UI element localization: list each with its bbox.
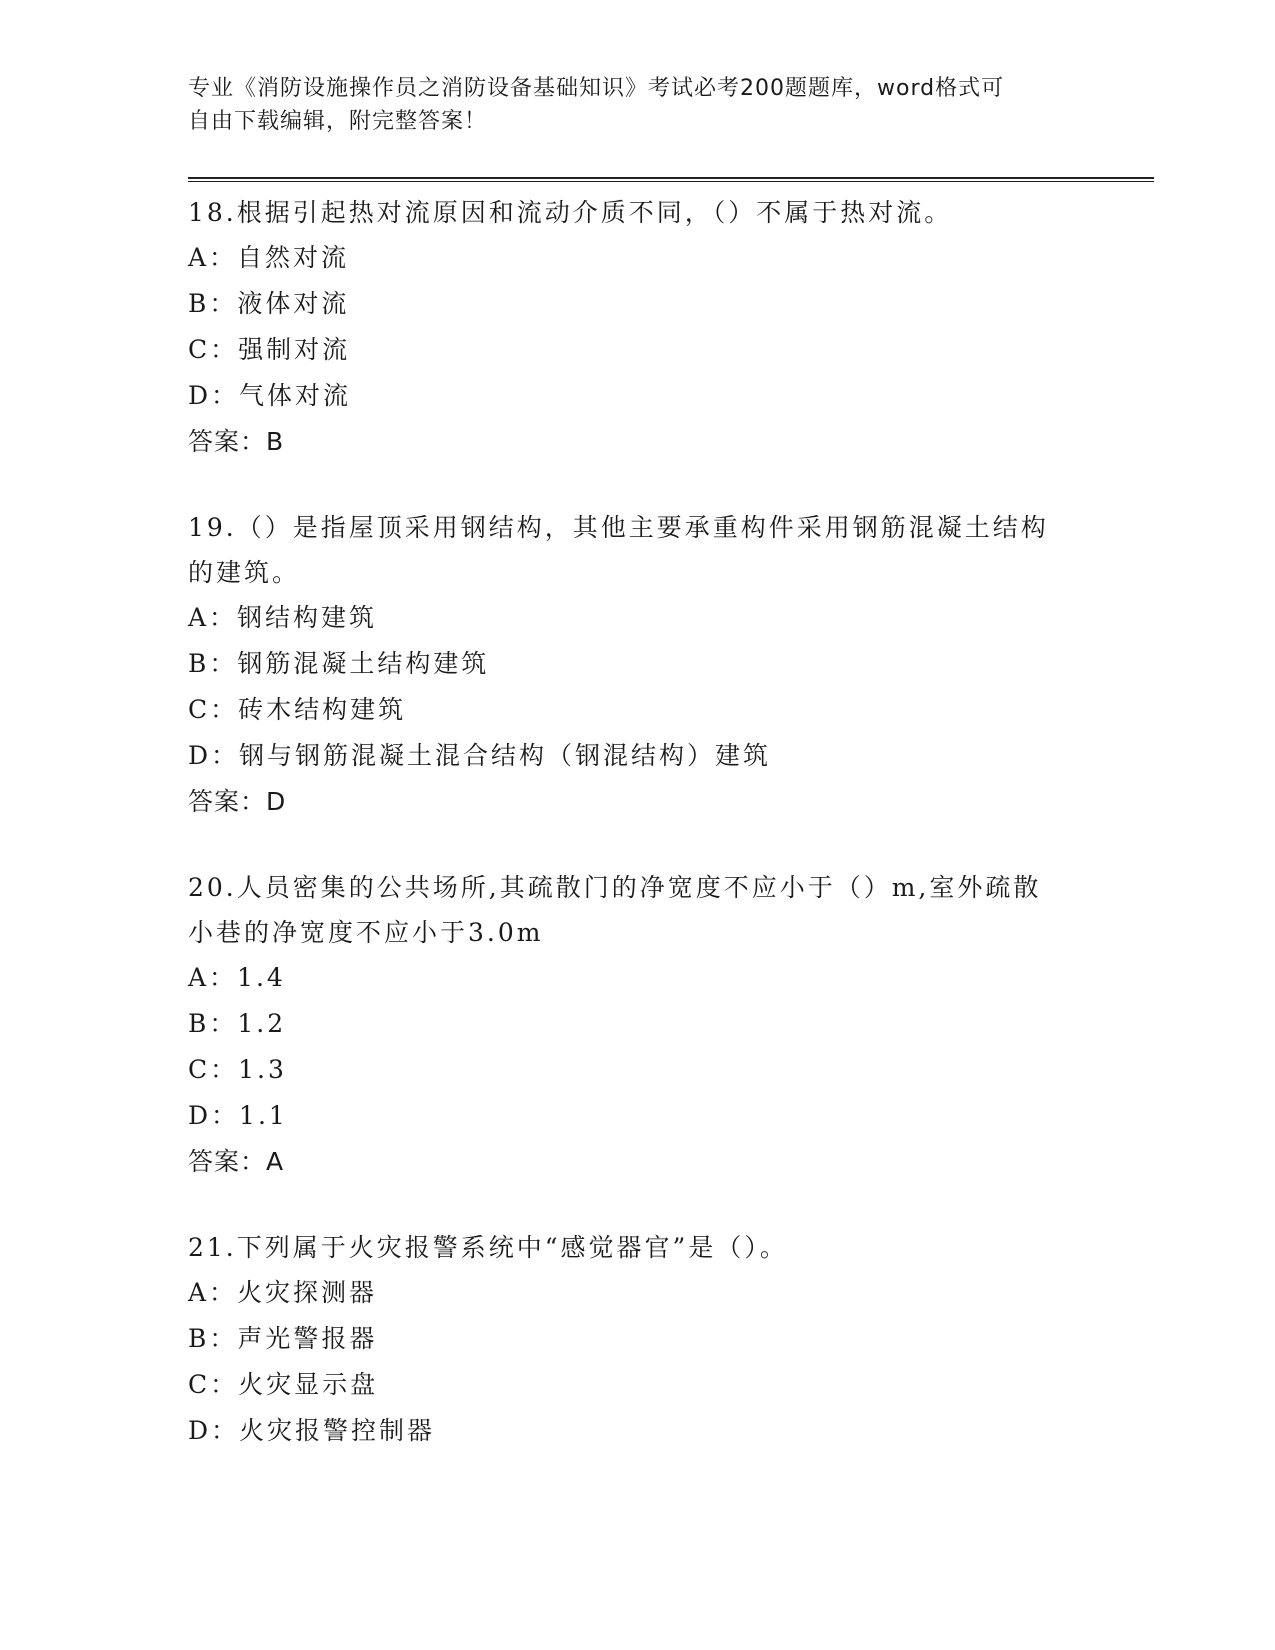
- option-a: A：火灾探测器: [188, 1278, 378, 1307]
- option-b: B：液体对流: [188, 289, 350, 318]
- question-text: 21.下列属于火灾报警系统中“感觉器官”是（）。: [188, 1233, 788, 1262]
- answer-line: 答案：B: [188, 427, 285, 456]
- header-line-1: 专业《消防设施操作员之消防设备基础知识》考试必考200题题库，word格式可: [188, 76, 1005, 101]
- question-list: [188, 190, 1088, 1494]
- question-text-line-2: 小巷的净宽度不应小于3.0m: [188, 918, 544, 947]
- header-line-2: 自由下载编辑，附完整答案！: [188, 109, 488, 134]
- option-d: D：火灾报警控制器: [188, 1416, 436, 1445]
- option-b: B：声光警报器: [188, 1324, 378, 1353]
- option-c: C：强制对流: [188, 335, 351, 364]
- option-a: A：1.4: [188, 963, 286, 992]
- question-19: [188, 505, 1088, 825]
- question-21: [188, 1225, 1088, 1454]
- option-c: C：火灾显示盘: [188, 1370, 379, 1399]
- option-d: D：1.1: [188, 1101, 288, 1130]
- question-text: 18.根据引起热对流原因和流动介质不同，（）不属于热对流。: [188, 198, 953, 227]
- answer-line: 答案：D: [188, 787, 287, 816]
- answer-line: 答案：A: [188, 1147, 285, 1176]
- header-divider: [188, 177, 1154, 182]
- option-a: A：钢结构建筑: [188, 603, 378, 632]
- question-text-line-2: 的建筑。: [188, 558, 301, 587]
- option-c: C：砖木结构建筑: [188, 695, 407, 724]
- question-text-line-1: 20.人员密集的公共场所,其疏散门的净宽度不应小于（）m,室外疏散: [188, 873, 1042, 902]
- option-b: B：1.2: [188, 1009, 287, 1038]
- option-d: D：气体对流: [188, 381, 352, 410]
- question-18: [188, 190, 1088, 465]
- option-c: C：1.3: [188, 1055, 287, 1084]
- option-d: D：钢与钢筋混凝土混合结构（钢混结构）建筑: [188, 741, 772, 770]
- question-20: [188, 865, 1088, 1185]
- option-b: B：钢筋混凝土结构建筑: [188, 649, 490, 678]
- question-text-line-1: 19.（）是指屋顶采用钢结构，其他主要承重构件采用钢筋混凝土结构: [188, 513, 1049, 542]
- document-header: [188, 72, 1068, 138]
- option-a: A：自然对流: [188, 243, 350, 272]
